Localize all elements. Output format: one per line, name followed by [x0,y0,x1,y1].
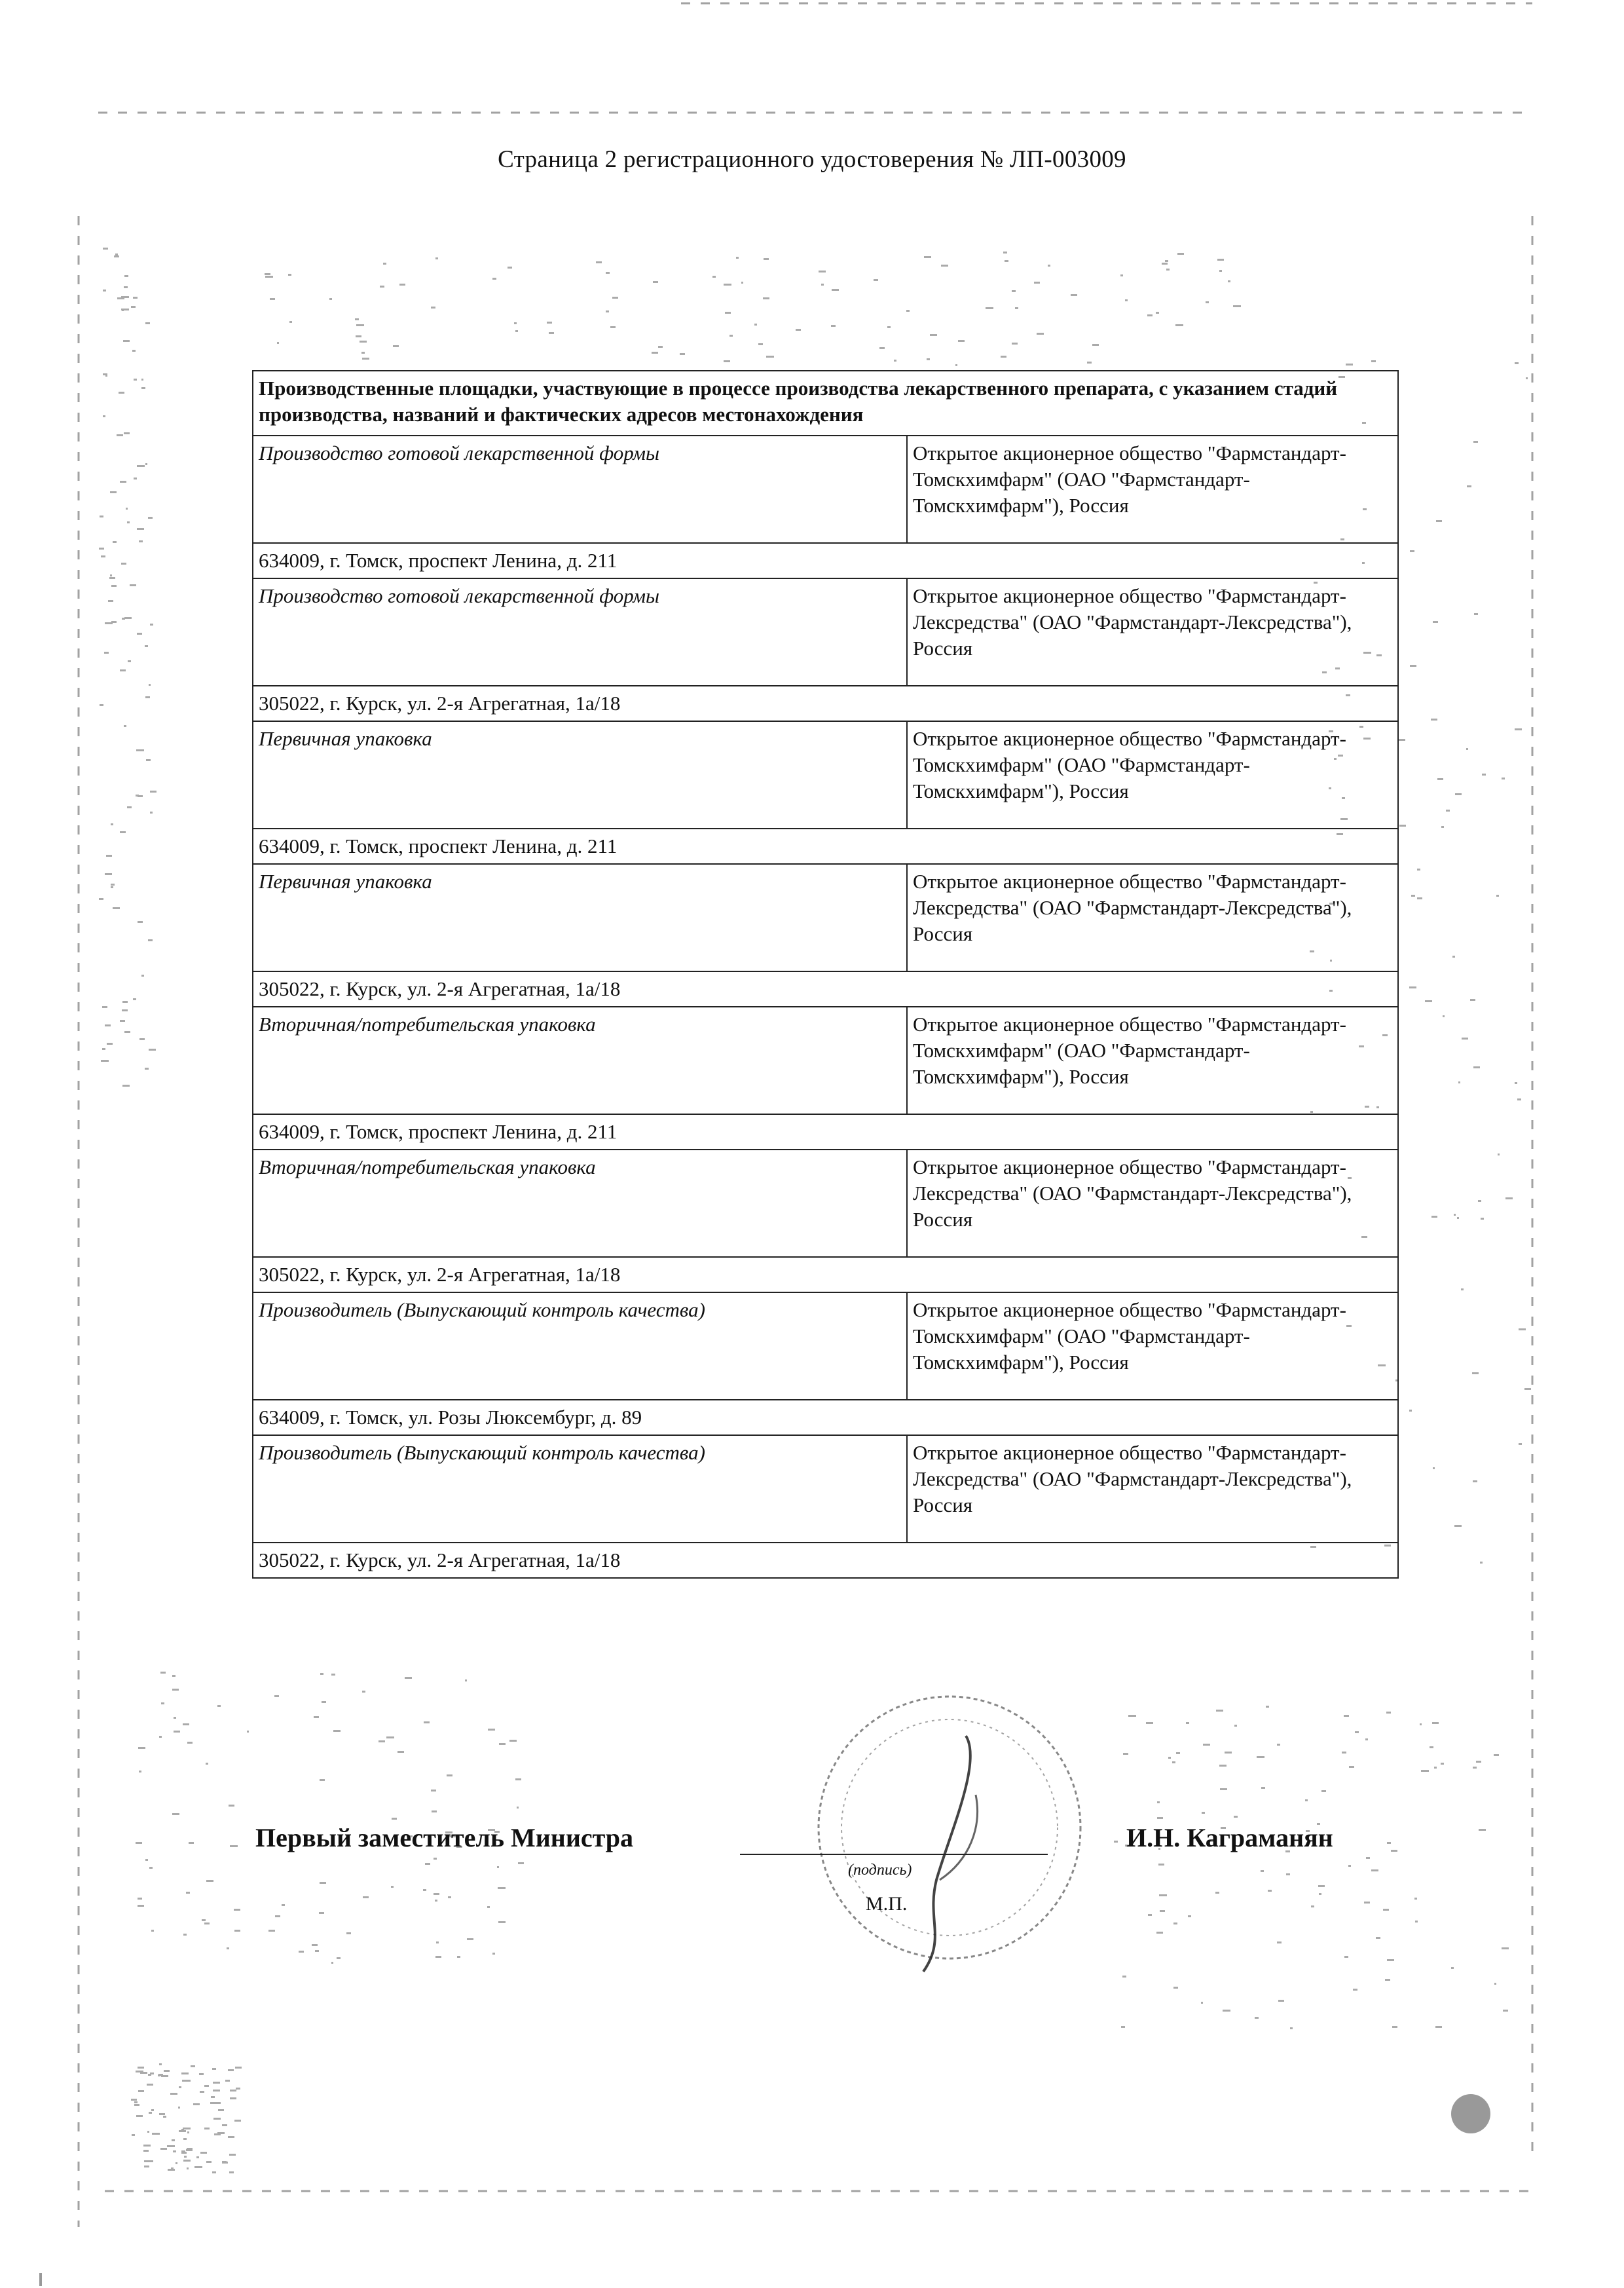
site-address: 305022, г. Курск, ул. 2-я Агрегатная, 1а/18 [253,971,1398,1007]
site-address-row [253,1114,1398,1150]
site-address-row [253,829,1398,864]
site-row [253,1292,1398,1400]
site-row [253,578,1398,686]
site-row [253,721,1398,829]
site-address: 634009, г. Томск, проспект Ленина, д. 211 [253,1114,1398,1150]
site-address-row [253,971,1398,1007]
site-company: Открытое акционерное общество "Фармстандарт-Томскхимфарм" (ОАО "Фармстандарт-Томскхимфарм"), Россия [907,721,1398,829]
site-address-row [253,543,1398,578]
site-stage: Первичная упаковка [253,864,907,971]
site-company: Открытое акционерное общество "Фармстандарт-Лексредства" (ОАО "Фармстандарт-Лексредства"), Россия [907,578,1398,686]
site-company: Открытое акционерное общество "Фармстандарт-Томскхимфарм" (ОАО "Фармстандарт-Томскхимфарм"), Россия [907,436,1398,543]
seal-mark: М.П. [866,1893,908,1915]
table-title-row [253,371,1398,436]
site-address-row [253,1257,1398,1292]
production-sites-table [252,370,1399,1579]
site-company: Открытое акционерное общество "Фармстандарт-Томскхимфарм" (ОАО "Фармстандарт-Томскхимфарм"), Россия [907,1007,1398,1114]
site-row [253,1435,1398,1543]
site-stage: Производитель (Выпускающий контроль качества) [253,1292,907,1400]
site-stage: Производство готовой лекарственной формы [253,436,907,543]
site-row [253,864,1398,971]
site-company: Открытое акционерное общество "Фармстандарт-Лексредства" (ОАО "Фармстандарт-Лексредства"), Россия [907,1435,1398,1543]
site-address: 634009, г. Томск, проспект Ленина, д. 211 [253,543,1398,578]
table-title: Производственные площадки, участвующие в процессе производства лекарственного препарата, с указанием стадий производства, названий и фактических адресов местонахождения [253,371,1398,436]
site-stage: Производство готовой лекарственной формы [253,578,907,686]
signature-hint: (подпись) [848,1862,912,1879]
site-address-row [253,1400,1398,1435]
signature-line [740,1854,1048,1855]
page-header: Страница 2 регистрационного удостоверения № ЛП-003009 [498,146,1126,173]
site-row [253,1007,1398,1114]
site-row [253,1150,1398,1257]
site-address: 305022, г. Курск, ул. 2-я Агрегатная, 1а/18 [253,1257,1398,1292]
site-address: 634009, г. Томск, проспект Ленина, д. 211 [253,829,1398,864]
site-row [253,436,1398,543]
signature-row [255,1822,1408,1862]
site-stage: Первичная упаковка [253,721,907,829]
site-stage: Вторичная/потребительская упаковка [253,1150,907,1257]
site-company: Открытое акционерное общество "Фармстандарт-Лексредства" (ОАО "Фармстандарт-Лексредства"), Россия [907,864,1398,971]
site-address: 305022, г. Курск, ул. 2-я Агрегатная, 1а/18 [253,1543,1398,1578]
site-stage: Вторичная/потребительская упаковка [253,1007,907,1114]
site-stage: Производитель (Выпускающий контроль качества) [253,1435,907,1543]
site-company: Открытое акционерное общество "Фармстандарт-Томскхимфарм" (ОАО "Фармстандарт-Томскхимфарм"), Россия [907,1292,1398,1400]
signer-role: Первый заместитель Министра [255,1823,634,1852]
site-address-row [253,686,1398,721]
signer-name: И.Н. Каграманян [1126,1823,1333,1852]
site-address-row [253,1543,1398,1578]
site-address: 634009, г. Томск, ул. Розы Люксембург, д. 89 [253,1400,1398,1435]
site-address: 305022, г. Курск, ул. 2-я Агрегатная, 1а/18 [253,686,1398,721]
site-company: Открытое акционерное общество "Фармстандарт-Лексредства" (ОАО "Фармстандарт-Лексредства"), Россия [907,1150,1398,1257]
